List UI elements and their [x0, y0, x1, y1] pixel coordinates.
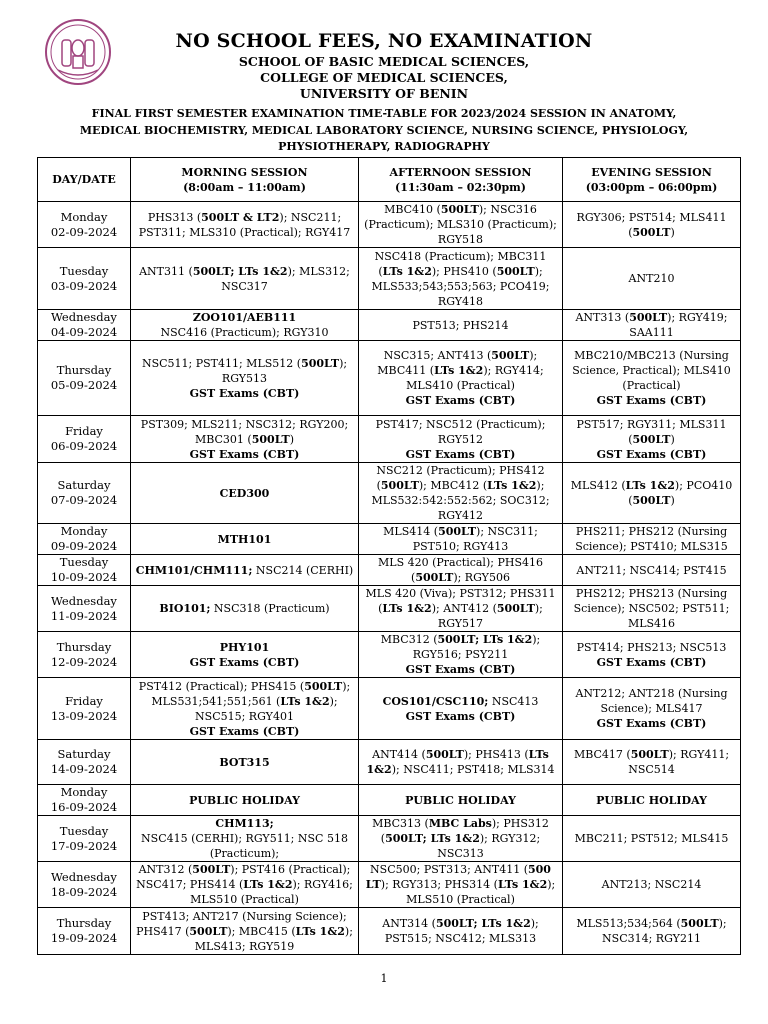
school-name: SCHOOL OF BASIC MEDICAL SCIENCES, — [238, 54, 530, 69]
header-morning: MORNING SESSION (8:00am – 11:00am) — [131, 158, 359, 202]
row-day: Wednesday — [51, 869, 117, 884]
row-date: 19-09-2024 — [50, 931, 118, 945]
row-day-date — [38, 524, 131, 555]
row-day-date — [38, 586, 131, 632]
table-row — [38, 632, 741, 678]
cell-evening: PHS212; PHS213 (Nursing Science); NSC502; PST511; MLS416 — [563, 586, 741, 632]
cell-afternoon: MLS 420 (Viva); PST312; PHS311 (LTs 1&2); ANT412 (500LT); RGY517 — [359, 586, 563, 632]
row-date: 13-09-2024 — [50, 708, 118, 723]
cell-morning: ZOO101/AEB111 NSC416 (Practicum); RGY310 — [131, 310, 359, 341]
cell-evening: MBC417 (500LT); RGY411; NSC514 — [563, 740, 741, 785]
table-row — [38, 862, 741, 908]
table-row — [38, 785, 741, 816]
row-date: 07-09-2024 — [50, 493, 118, 507]
row-day: Thursday — [56, 639, 112, 654]
row-day-date — [38, 816, 131, 862]
cell-morning: BIO101; NSC318 (Practicum) — [131, 586, 359, 632]
cell-afternoon: NSC500; PST313; ANT411 (500 LT); RGY313; PHS314 (LTs 1&2); MLS510 (Practical) — [359, 862, 563, 908]
cell-morning: MTH101 — [131, 524, 359, 555]
row-date: 09-09-2024 — [50, 539, 118, 553]
row-date: 10-09-2024 — [50, 570, 118, 584]
row-day-date — [38, 416, 131, 463]
header-afternoon: AFTERNOON SESSION (11:30am – 02:30pm) — [359, 158, 563, 202]
subtitle-line-2: MEDICAL BIOCHEMISTRY, MEDICAL LABORATORY SCIENCE, NURSING SCIENCE, PHYSIOLOGY, — [79, 124, 689, 137]
row-day: Tuesday — [59, 823, 109, 838]
table-header-row — [38, 158, 741, 202]
table-row — [38, 586, 741, 632]
subtitle-line-3: PHYSIOTHERAPY, RADIOGRAPHY — [278, 140, 490, 153]
row-day-date — [38, 740, 131, 785]
row-date: 18-09-2024 — [50, 884, 118, 899]
cell-evening: ANT213; NSC214 — [563, 862, 741, 908]
cell-afternoon: MBC410 (500LT); NSC316 (Practicum); MLS310 (Practicum); RGY518 — [359, 202, 563, 248]
row-day-date — [38, 341, 131, 416]
cell-morning: PHS313 (500LT & LT2); NSC211; PST311; MLS310 (Practical); RGY417 — [131, 202, 359, 248]
cell-afternoon: NSC212 (Practicum); PHS412 (500LT); MBC412 (LTs 1&2); MLS532:542:552:562; SOC312; RGY412 — [359, 463, 563, 524]
row-date: 06-09-2024 — [50, 439, 118, 453]
page-title: NO SCHOOL FEES, NO EXAMINATION — [175, 30, 593, 52]
cell-evening: ANT211; NSC414; PST415 — [563, 555, 741, 586]
row-day: Wednesday — [51, 593, 117, 608]
cell-afternoon: ANT314 (500LT; LTs 1&2); PST515; NSC412; MLS313 — [359, 908, 563, 955]
cell-morning: CED300 — [131, 463, 359, 524]
cell-afternoon: PST513; PHS214 — [359, 310, 563, 341]
page-number: 1 — [380, 972, 388, 985]
subtitle-line-1: FINAL FIRST SEMESTER EXAMINATION TIME-TABLE FOR 2023/2024 SESSION IN ANATOMY, — [91, 107, 677, 120]
row-day-date — [38, 248, 131, 310]
row-day: Monday — [60, 209, 108, 224]
table-row — [38, 524, 741, 555]
table-row — [38, 740, 741, 785]
cell-evening: MLS412 (LTs 1&2); PCO410 (500LT) — [563, 463, 741, 524]
row-day: Saturday — [57, 478, 111, 492]
table-row — [38, 908, 741, 955]
row-day: Wednesday — [51, 310, 117, 324]
cell-afternoon: MBC312 (500LT; LTs 1&2); RGY516; PSY211 GST Exams (CBT) — [359, 632, 563, 678]
cell-morning: PHY101 GST Exams (CBT) — [131, 632, 359, 678]
cell-morning: ANT311 (500LT; LTs 1&2); MLS312; NSC317 — [131, 248, 359, 310]
university-name: UNIVERSITY OF BENIN — [299, 86, 469, 101]
row-day: Friday — [65, 424, 103, 438]
row-day-date — [38, 862, 131, 908]
timetable — [37, 157, 741, 955]
row-day-date — [38, 908, 131, 955]
row-day: Tuesday — [59, 263, 109, 278]
cell-morning: BOT315 — [131, 740, 359, 785]
cell-morning: PUBLIC HOLIDAY — [131, 785, 359, 816]
cell-evening: ANT313 (500LT); RGY419; SAA111 — [563, 310, 741, 341]
table-row — [38, 816, 741, 862]
cell-afternoon: MLS 420 (Practical); PHS416 (500LT); RGY506 — [359, 555, 563, 586]
row-day-date — [38, 202, 131, 248]
cell-morning: NSC511; PST411; MLS512 (500LT); RGY513 GST Exams (CBT) — [131, 341, 359, 416]
row-date: 12-09-2024 — [50, 654, 118, 669]
row-date: 14-09-2024 — [50, 762, 118, 776]
cell-evening: PST517; RGY311; MLS311 (500LT) GST Exams (CBT) — [563, 416, 741, 463]
row-day-date — [38, 678, 131, 740]
row-day: Monday — [60, 785, 108, 799]
cell-afternoon: PST417; NSC512 (Practicum); RGY512 GST Exams (CBT) — [359, 416, 563, 463]
table-row — [38, 416, 741, 463]
cell-afternoon: MBC313 (MBC Labs); PHS312 (500LT; LTs 1&2); RGY312; NSC313 — [359, 816, 563, 862]
table-row — [38, 341, 741, 416]
cell-afternoon: MLS414 (500LT); NSC311; PST510; RGY413 — [359, 524, 563, 555]
cell-afternoon: COS101/CSC110; NSC413 GST Exams (CBT) — [359, 678, 563, 740]
row-day: Thursday — [56, 916, 112, 930]
row-date: 05-09-2024 — [50, 378, 118, 392]
cell-evening: ANT210 — [563, 248, 741, 310]
row-day: Friday — [65, 693, 103, 708]
cell-evening: ANT212; ANT218 (Nursing Science); MLS417 GST Exams (CBT) — [563, 678, 741, 740]
row-date: 04-09-2024 — [50, 325, 118, 339]
table-row — [38, 248, 741, 310]
row-day-date — [38, 463, 131, 524]
cell-morning: PST309; MLS211; NSC312; RGY200; MBC301 (500LT) GST Exams (CBT) — [131, 416, 359, 463]
row-day: Tuesday — [59, 555, 109, 569]
cell-morning: CHM113; NSC415 (CERHI); RGY511; NSC 518 (Practicum); — [131, 816, 359, 862]
row-day: Monday — [60, 524, 108, 538]
table-row — [38, 202, 741, 248]
cell-evening: RGY306; PST514; MLS411 (500LT) — [563, 202, 741, 248]
cell-morning: CHM101/CHM111; NSC214 (CERHI) — [131, 555, 359, 586]
cell-afternoon: ANT414 (500LT); PHS413 (LTs 1&2); NSC411; PST418; MLS314 — [359, 740, 563, 785]
cell-morning: PST413; ANT217 (Nursing Science); PHS417 (500LT); MBC415 (LTs 1&2); MLS413; RGY519 — [131, 908, 359, 955]
row-day-date — [38, 555, 131, 586]
table-row — [38, 555, 741, 586]
row-day-date — [38, 632, 131, 678]
cell-evening: MBC211; PST512; MLS415 — [563, 816, 741, 862]
cell-evening: PHS211; PHS212 (Nursing Science); PST410; MLS315 — [563, 524, 741, 555]
row-day-date — [38, 785, 131, 816]
row-date: 16-09-2024 — [50, 800, 118, 814]
cell-afternoon: PUBLIC HOLIDAY — [359, 785, 563, 816]
cell-evening: PST414; PHS213; NSC513 GST Exams (CBT) — [563, 632, 741, 678]
row-date: 02-09-2024 — [50, 224, 118, 239]
cell-afternoon: NSC418 (Practicum); MBC311 (LTs 1&2); PHS410 (500LT); MLS533;543;553;563; PCO419; RGY418 — [359, 248, 563, 310]
table-row — [38, 463, 741, 524]
college-name: COLLEGE OF MEDICAL SCIENCES, — [260, 70, 508, 85]
cell-afternoon: NSC315; ANT413 (500LT); MBC411 (LTs 1&2); RGY414; MLS410 (Practical) GST Exams (CBT) — [359, 341, 563, 416]
row-day: Saturday — [57, 747, 111, 761]
table-row — [38, 678, 741, 740]
row-date: 17-09-2024 — [50, 838, 118, 853]
row-day: Thursday — [56, 363, 112, 377]
row-day-date — [38, 310, 131, 341]
row-date: 03-09-2024 — [50, 278, 118, 293]
cell-evening: PUBLIC HOLIDAY — [563, 785, 741, 816]
cell-morning: ANT312 (500LT); PST416 (Practical); NSC417; PHS414 (LTs 1&2); RGY416; MLS510 (Practical) — [131, 862, 359, 908]
header-evening: EVENING SESSION (03:00pm – 06:00pm) — [563, 158, 741, 202]
header-day: DAY/DATE — [38, 158, 131, 202]
cell-morning: PST412 (Practical); PHS415 (500LT); MLS531;541;551;561 (LTs 1&2); NSC515; RGY401 GST Exams (CBT) — [131, 678, 359, 740]
cell-evening: MBC210/MBC213 (Nursing Science, Practical); MLS410 (Practical) GST Exams (CBT) — [563, 341, 741, 416]
cell-evening: MLS513;534;564 (500LT); NSC314; RGY211 — [563, 908, 741, 955]
table-row — [38, 310, 741, 341]
row-date: 11-09-2024 — [50, 608, 118, 623]
